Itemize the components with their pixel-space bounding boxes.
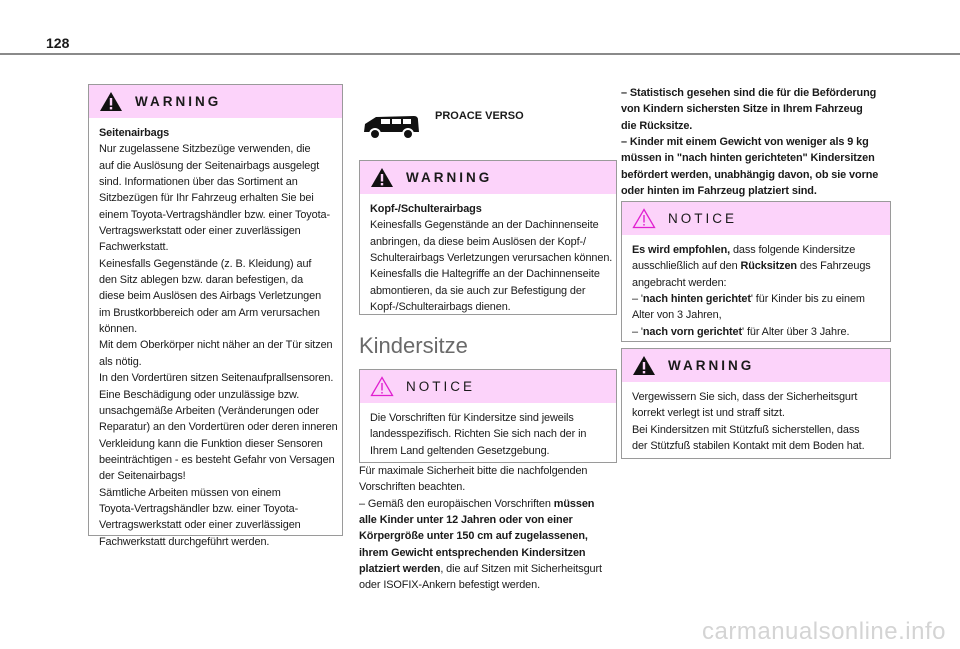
text-line: [99, 419, 338, 435]
text-segment: Fachwerkstatt durchgeführt werden.: [99, 535, 270, 548]
bold-text: müssen in "nach hinten gerichteten" Kindersitzen: [621, 152, 875, 165]
text-segment: dass folgende Kindersitze: [730, 244, 856, 256]
text-line: [370, 299, 606, 315]
text-segment: Keinesfalls Gegenstände (z. B. Kleidung) auf: [99, 257, 312, 270]
text-line: [99, 485, 332, 501]
text-line: [370, 426, 606, 442]
text-line: [99, 207, 332, 223]
text-line: [99, 256, 332, 272]
text-line: [99, 436, 332, 452]
text-segment: auf die Auslösung der Seitenairbags ausgelegt: [99, 159, 320, 172]
text-line: [359, 512, 602, 528]
warning-triangle-icon: [99, 91, 123, 112]
text-line: [621, 118, 878, 134]
notice-header: [622, 202, 890, 235]
text-segment: sind. Informationen über das Sortiment an: [99, 176, 298, 189]
text-segment: Nur zugelassene Sitzbezüge verwenden, die: [99, 143, 311, 156]
bold-text: von Kindern sichersten Sitze in Ihrem Fahrzeug: [621, 103, 863, 116]
text-line: [359, 561, 602, 577]
warning-title: WARNING: [406, 170, 493, 185]
text-line: [359, 463, 602, 479]
bold-text: Körpergröße unter 150 cm auf zugelassenen,: [359, 530, 588, 543]
text-line: [621, 101, 878, 117]
text-segment: als nötig.: [99, 355, 142, 368]
notice-triangle-icon: [632, 208, 656, 229]
warning-box-seatbelt: [621, 348, 891, 459]
text-segment: Kopf-/Schulterairbags dienen.: [370, 301, 511, 314]
text-segment: Fachwerkstatt.: [99, 241, 169, 254]
bold-text: befördert werden, unabhängig davon, ob sie vorne: [621, 168, 879, 181]
text-segment: abmontieren, da sie auch zur Befestigung der: [370, 284, 586, 297]
text-line: [99, 321, 332, 337]
text-line: [99, 354, 332, 370]
text-segment: Schulterairbags Verletzungen verursachen können.: [370, 252, 613, 265]
bold-text: platziert werden: [359, 563, 441, 576]
text-segment: landesspezifisch. Richten Sie sich nach der in: [370, 428, 587, 441]
text-line: [632, 275, 880, 291]
bold-text: Seitenairbags: [99, 127, 170, 139]
text-segment: der Seitenairbags!: [99, 470, 186, 483]
text-line: [632, 422, 880, 438]
text-line: [99, 223, 332, 239]
notice-body: [360, 403, 616, 459]
text-line: [370, 266, 606, 282]
bold-text: die Rücksitze.: [621, 119, 693, 132]
text-segment: Keinesfalls die Haltegriffe an der Dachinnenseite: [370, 268, 600, 281]
text-line: [99, 190, 332, 206]
text-line: [359, 496, 602, 512]
header-rule: [0, 53, 960, 55]
warning-box-curtain-airbags: [359, 160, 617, 315]
text-line: [99, 158, 332, 174]
text-line: [370, 234, 606, 250]
warning-header: [622, 349, 890, 382]
model-label: PROACE VERSO: [435, 110, 524, 122]
text-line: [99, 370, 332, 386]
text-line: [99, 272, 332, 288]
text-line: [99, 403, 332, 419]
text-line: [632, 291, 880, 307]
warning-header: [89, 85, 342, 118]
text-segment: korrekt verlegt ist und straff sitzt.: [632, 407, 785, 420]
text-line: [621, 85, 878, 101]
text-line: [99, 452, 335, 468]
bold-text: alle Kinder unter 12 Jahren oder von einer: [359, 514, 573, 527]
text-segment: der Stützfuß stabilen Kontakt mit dem Boden hat.: [632, 440, 865, 453]
text-line: [621, 167, 878, 183]
text-segment: diese beim Auslösen des Airbags Verletzungen: [99, 290, 322, 303]
bold-text: Es wird empfohlen,: [632, 244, 731, 256]
text-line: [621, 183, 878, 199]
notice-box-recommendation: [621, 201, 891, 342]
notice-title: NOTICE: [406, 379, 476, 394]
text-line: [99, 125, 332, 141]
text-segment: Vorschriften beachten.: [359, 481, 466, 494]
text-segment: Vertragswerkstatt oder einer zuverlässigen: [99, 225, 301, 238]
text-line: [370, 283, 606, 299]
statistics-paragraph: [621, 85, 878, 199]
text-line: [370, 250, 613, 266]
text-segment: des Fahrzeugs: [796, 260, 871, 273]
text-line: [370, 217, 606, 233]
warning-body: [89, 118, 342, 550]
bold-text: – Kinder mit einem Gewicht von weniger als 9 kg: [621, 136, 869, 149]
text-segment: In den Vordertüren sitzen Seitenaufprallsensoren.: [99, 372, 334, 385]
text-line: [99, 174, 332, 190]
text-segment: Eine Beschädigung oder unzulässige bzw.: [99, 388, 300, 401]
text-line: [359, 528, 602, 544]
text-line: [99, 387, 332, 403]
text-line: [359, 545, 602, 561]
text-line: [99, 305, 332, 321]
bold-text: Rücksitzen: [740, 260, 797, 273]
text-segment: Für maximale Sicherheit bitte die nachfolgenden: [359, 465, 588, 477]
warning-triangle-icon: [632, 355, 656, 376]
text-segment: den Sitz ablegen bzw. daran befestigen, da: [99, 274, 304, 287]
text-line: [632, 307, 880, 323]
text-segment: Bei Kindersitzen mit Stützfuß sicherstellen, dass: [632, 423, 860, 436]
text-line: [632, 389, 880, 405]
text-line: [632, 324, 880, 340]
text-line: [370, 443, 606, 459]
notice-box-regulations: [359, 369, 617, 463]
van-icon: [362, 110, 422, 142]
warning-header: [360, 161, 616, 194]
section-heading: Kindersitze: [359, 333, 468, 358]
text-segment: Keinesfalls Gegenstände an der Dachinnenseite: [370, 219, 599, 232]
bold-text: Kopf-/Schulterairbags: [370, 203, 482, 215]
page-number: 128: [46, 35, 70, 51]
watermark: carmanualsonline.info: [702, 618, 946, 645]
bold-text: nach vorn gerichtet: [642, 325, 743, 338]
text-line: [359, 479, 602, 495]
text-segment: Reparatur) an den Vordertüren oder deren inneren: [99, 421, 338, 434]
text-line: [632, 258, 880, 274]
safety-paragraph: [359, 463, 602, 594]
text-line: [99, 288, 332, 304]
text-line: [99, 517, 332, 533]
text-segment: ausschließlich auf den: [632, 260, 741, 273]
warning-title: WARNING: [668, 358, 755, 373]
notice-triangle-icon: [370, 376, 394, 397]
notice-body: [622, 235, 890, 340]
text-line: [370, 201, 606, 217]
warning-triangle-icon: [370, 167, 394, 188]
text-line: [99, 468, 332, 484]
text-line: [632, 438, 880, 454]
text-segment: Sämtliche Arbeiten müssen von einem: [99, 486, 281, 499]
text-segment: Alter von 3 Jahren,: [632, 309, 722, 322]
text-line: [99, 501, 332, 517]
text-segment: – ': [632, 325, 643, 338]
text-segment: Die Vorschriften für Kindersitze sind jeweils: [370, 412, 574, 424]
text-segment: Ihrem Land geltenden Gesetzgebung.: [370, 444, 550, 457]
text-segment: Mit dem Oberkörper nicht näher an der Tür sitzen: [99, 339, 333, 352]
text-segment: – ': [632, 293, 643, 306]
text-segment: ' für Kinder bis zu einem: [750, 293, 865, 306]
text-segment: angebracht werden:: [632, 276, 727, 289]
text-segment: beeinträchtigen - es besteht Gefahr von Versagen: [99, 453, 335, 466]
bold-text: nach hinten gerichtet: [642, 293, 751, 306]
text-line: [621, 134, 878, 150]
text-segment: Vertragswerkstatt oder einer zuverlässigen: [99, 519, 301, 532]
text-line: [632, 405, 880, 421]
bold-text: oder hinten im Fahrzeug platziert sind.: [621, 185, 817, 198]
text-segment: unsachgemäße Arbeiten (Veränderungen oder: [99, 404, 319, 417]
text-line: [632, 242, 880, 258]
text-line: [621, 150, 878, 166]
text-segment: ' für Alter über 3 Jahre.: [742, 325, 850, 338]
bold-text: – Statistisch gesehen sind die für die Beförderung: [621, 87, 877, 99]
text-segment: Toyota-Vertragshändler bzw. einer Toyota-: [99, 502, 299, 515]
bold-text: müssen: [553, 497, 595, 510]
warning-body: [622, 382, 890, 454]
text-segment: anbringen, da diese beim Auslösen der Kopf-/: [370, 235, 586, 248]
text-segment: oder ISOFIX-Ankern befestigt werden.: [359, 579, 541, 592]
text-segment: Vergewissern Sie sich, dass der Sicherheitsgurt: [632, 391, 858, 403]
text-line: [370, 410, 606, 426]
text-segment: Verkleidung kann die Funktion dieser Sensoren: [99, 437, 323, 450]
text-segment: – Gemäß den europäischen Vorschriften: [359, 497, 554, 510]
notice-header: [360, 370, 616, 403]
text-segment: Sitzbezügen für Ihr Fahrzeug erhalten Sie bei: [99, 192, 314, 205]
warning-box-side-airbags: [88, 84, 343, 548]
notice-title: NOTICE: [668, 211, 738, 226]
text-segment: , die auf Sitzen mit Sicherheitsgurt: [440, 563, 602, 576]
text-segment: können.: [99, 323, 138, 336]
text-line: [99, 239, 332, 255]
text-line: [99, 534, 332, 550]
text-line: [99, 141, 332, 157]
warning-body: [360, 194, 616, 315]
text-segment: einem Toyota-Vertragshändler bzw. einer Toyota-: [99, 208, 330, 221]
text-segment: im Brustkorbbereich oder am Arm verursachen: [99, 306, 320, 319]
bold-text: ihrem Gewicht entsprechenden Kindersitzen: [359, 546, 586, 559]
text-line: [359, 577, 602, 593]
text-line: [99, 337, 332, 353]
warning-title: WARNING: [135, 94, 222, 109]
